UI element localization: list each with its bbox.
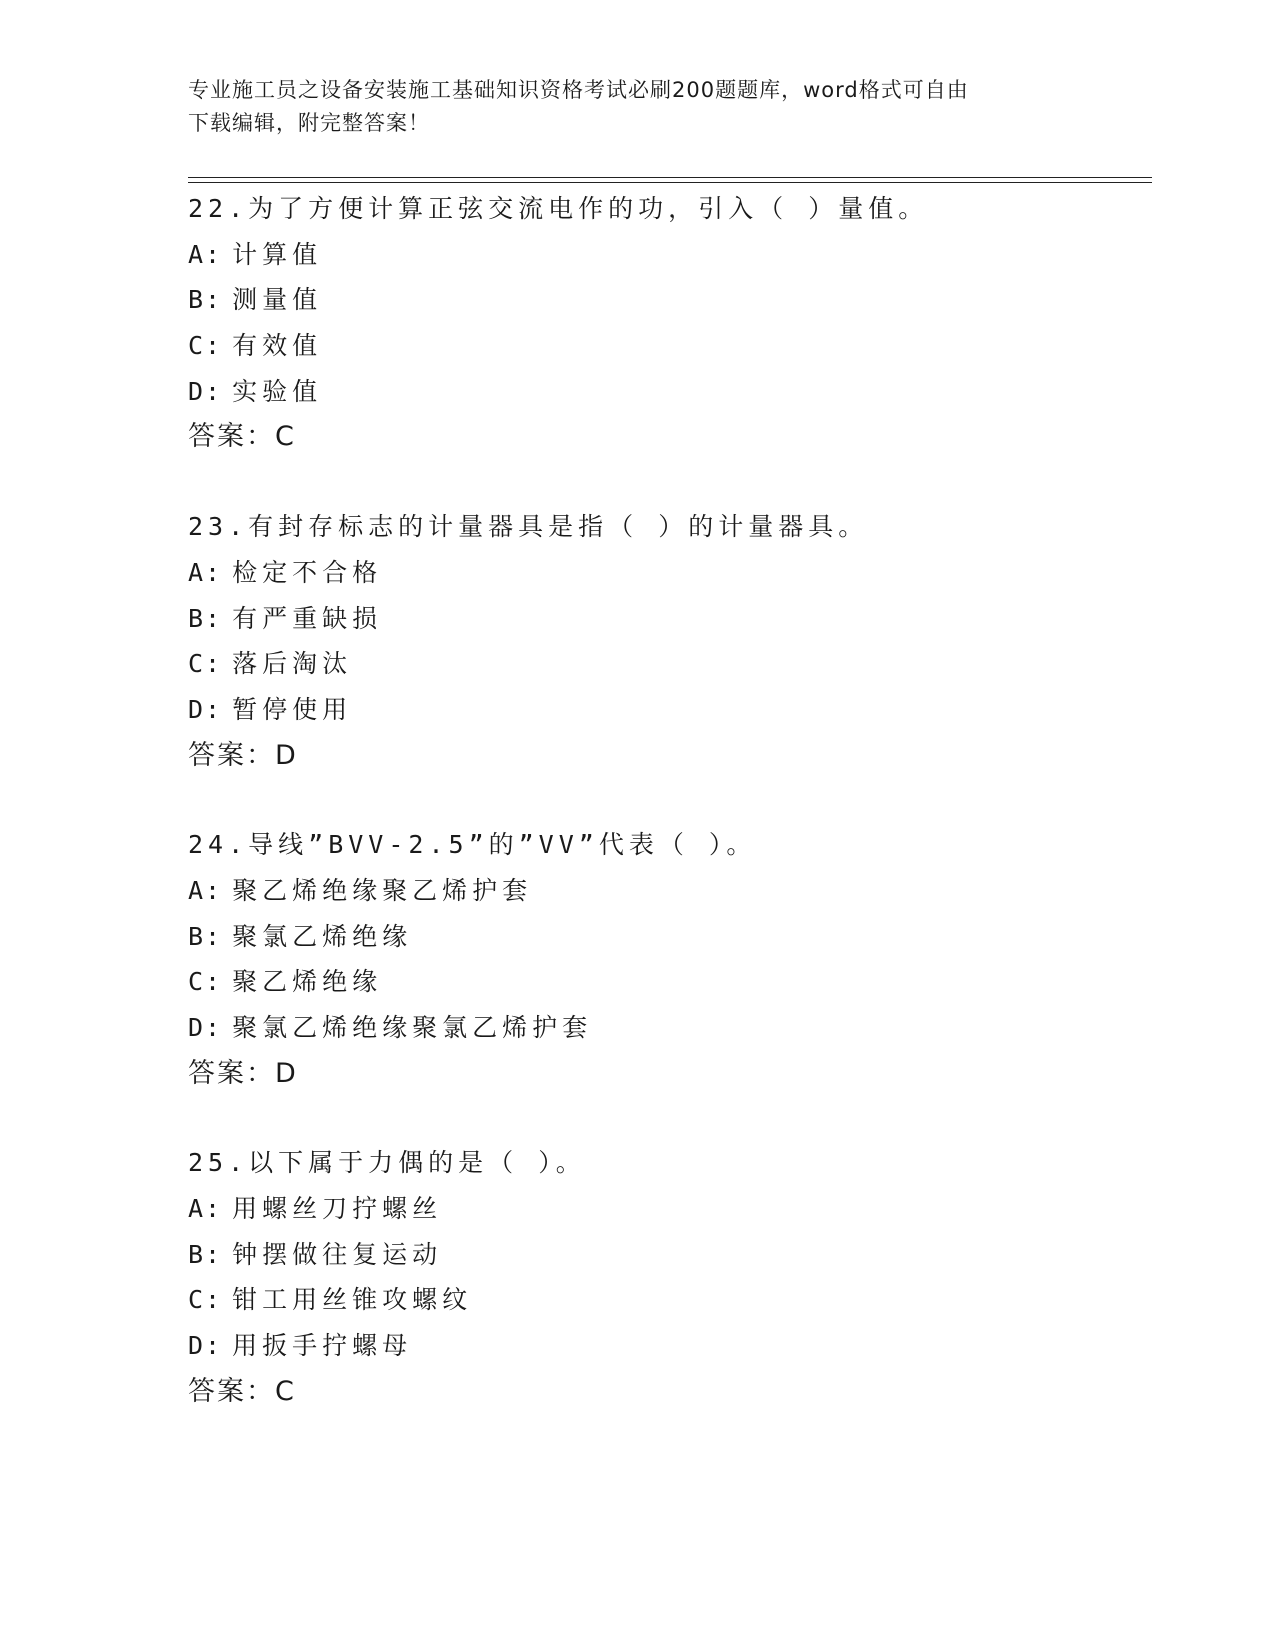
option-label: C: <box>188 967 223 997</box>
answer-line: 答案：C <box>188 1375 296 1407</box>
option-c <box>188 641 1148 687</box>
option-label: B: <box>188 921 223 951</box>
header-divider-top <box>188 177 1152 178</box>
option-c <box>188 959 1148 1005</box>
option-label: C: <box>188 331 223 361</box>
document-header <box>188 74 1068 140</box>
question-23 <box>188 504 1148 778</box>
option-label: D: <box>188 694 223 724</box>
option-b <box>188 914 1148 960</box>
option-text: 钳工用丝锥攻螺纹 <box>232 1285 473 1315</box>
option-d <box>188 1005 1148 1051</box>
option-text: 测量值 <box>232 285 323 315</box>
header-line-2: 下载编辑，附完整答案！ <box>188 111 430 135</box>
option-text: 用扳手拧螺母 <box>232 1331 413 1361</box>
option-label: B: <box>188 1239 223 1269</box>
option-label: C: <box>188 1285 223 1315</box>
option-text: 检定不合格 <box>232 557 383 587</box>
option-text: 聚乙烯绝缘 <box>232 967 383 997</box>
option-c <box>188 323 1148 369</box>
option-text: 聚氯乙烯绝缘聚氯乙烯护套 <box>232 1013 593 1042</box>
option-label: D: <box>188 1013 223 1042</box>
header-line-1: 专业施工员之设备安装施工基础知识资格考试必刷200题题库，word格式可自由 <box>188 78 969 102</box>
option-d <box>188 1323 1148 1369</box>
option-text: 实验值 <box>232 376 323 406</box>
option-text: 钟摆做往复运动 <box>232 1239 443 1269</box>
option-a <box>188 232 1148 278</box>
option-a <box>188 1186 1148 1232</box>
question-24 <box>188 822 1148 1096</box>
question-stem: 23.有封存标志的计量器具是指（ ）的计量器具。 <box>188 512 869 542</box>
option-label: B: <box>188 285 223 315</box>
option-d <box>188 369 1148 415</box>
option-label: A: <box>188 557 223 587</box>
option-label: D: <box>188 1331 223 1361</box>
option-text: 有严重缺损 <box>232 603 383 633</box>
option-text: 有效值 <box>232 331 323 361</box>
question-25 <box>188 1140 1148 1414</box>
option-text: 计算值 <box>232 239 323 269</box>
option-text: 落后淘汰 <box>232 649 353 679</box>
option-b <box>188 277 1148 323</box>
option-a <box>188 550 1148 596</box>
option-text: 用螺丝刀拧螺丝 <box>232 1194 443 1224</box>
option-text: 聚乙烯绝缘聚乙烯护套 <box>232 875 533 905</box>
question-stem: 24.导线”BVV-2.5”的”VV”代表（ ）。 <box>188 830 757 860</box>
option-label: B: <box>188 603 223 633</box>
answer-line: 答案：D <box>188 739 298 771</box>
option-b <box>188 596 1148 642</box>
question-22 <box>188 186 1148 460</box>
answer-line: 答案：D <box>188 1057 298 1089</box>
question-list <box>188 186 1148 1459</box>
question-stem: 22.为了方便计算正弦交流电作的功，引入（ ）量值。 <box>188 194 929 223</box>
option-d <box>188 687 1148 733</box>
option-label: A: <box>188 875 223 905</box>
option-label: D: <box>188 376 223 406</box>
option-label: A: <box>188 1194 223 1224</box>
answer-line: 答案：C <box>188 421 296 453</box>
question-stem: 25.以下属于力偶的是（ ）。 <box>188 1148 586 1178</box>
option-b <box>188 1232 1148 1278</box>
option-label: C: <box>188 649 223 679</box>
option-text: 暂停使用 <box>232 694 353 724</box>
option-label: A: <box>188 239 223 269</box>
option-c <box>188 1277 1148 1323</box>
option-text: 聚氯乙烯绝缘 <box>232 921 413 951</box>
header-divider-bottom <box>188 182 1152 183</box>
option-a <box>188 868 1148 914</box>
